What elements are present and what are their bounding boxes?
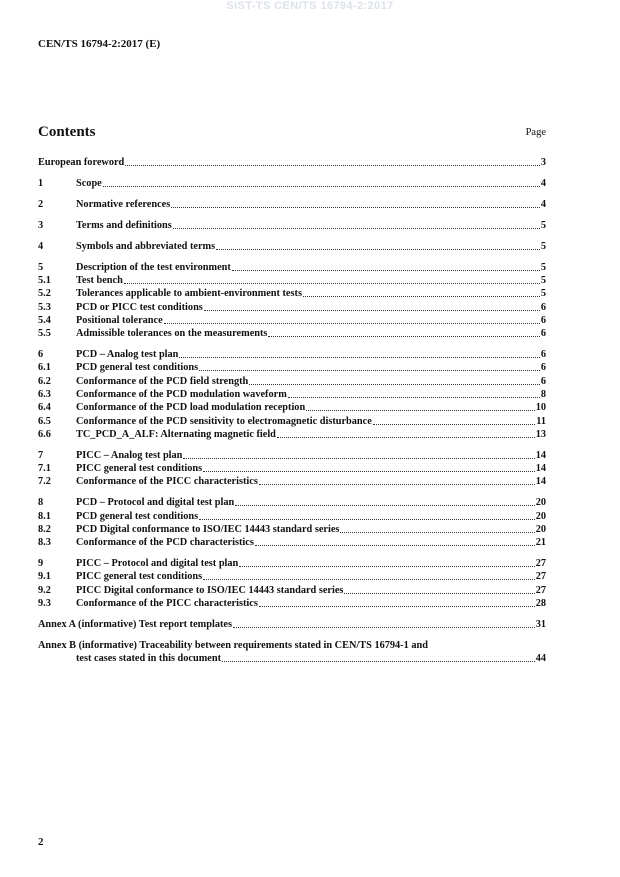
toc-entry-title: Terms and definitions — [76, 219, 172, 231]
toc-entry-title: Conformance of the PCD characteristics — [76, 537, 254, 549]
toc-entry-number: 6.5 — [38, 415, 51, 427]
toc-entry-title: PICC general test conditions — [76, 463, 203, 475]
toc-leader-dots — [249, 384, 540, 385]
toc-entry-title: PCD general test conditions — [76, 510, 199, 522]
toc-entry-title: PCD – Protocol and digital test plan — [76, 497, 235, 509]
toc-entry-number: 9.2 — [38, 584, 51, 596]
toc-group — [38, 260, 546, 340]
toc-entry-number: 7.2 — [38, 476, 51, 488]
toc-entry-page: 6 — [540, 314, 546, 326]
toc-entry-page: 5 — [540, 275, 546, 287]
toc-entry-number: 5.3 — [38, 301, 51, 313]
toc-entry-title: Admissible tolerances on the measurements — [76, 328, 268, 340]
toc-leader-dots — [204, 310, 540, 311]
toc-entry-number: 4 — [38, 240, 44, 252]
toc-entry-number: 6.2 — [38, 375, 51, 387]
toc-group — [38, 449, 546, 489]
toc-leader-dots — [183, 458, 534, 459]
toc-entry-title: PCD – Analog test plan — [76, 349, 179, 361]
toc-entry-number: 5.4 — [38, 314, 51, 326]
toc-entry-title: European foreword — [38, 157, 125, 169]
toc-entry[interactable] — [38, 496, 546, 509]
toc-entry-title: TC_PCD_A_ALF: Alternating magnetic field — [76, 428, 276, 440]
toc-entry-title: PCD Digital conformance to ISO/IEC 14443 standard series — [76, 523, 340, 535]
toc-entry-page: 10 — [535, 402, 546, 414]
toc-entry-page: 27 — [535, 584, 546, 596]
toc-leader-dots — [179, 357, 539, 358]
toc-entry-title: Conformance of the PCD load modulation reception — [76, 402, 306, 414]
toc-leader-dots — [164, 323, 540, 324]
toc-entry-number: 5.2 — [38, 288, 51, 300]
toc-entry-number: 9.1 — [38, 571, 51, 583]
toc-entry-title: Tolerances applicable to ambient-environment tests — [76, 288, 302, 300]
toc-entry[interactable] — [38, 361, 546, 374]
toc-entry-page: 20 — [535, 523, 546, 535]
toc-leader-dots — [259, 606, 535, 607]
toc-entry-page: 20 — [535, 497, 546, 509]
table-of-contents — [38, 156, 546, 673]
toc-entry-number: 9 — [38, 558, 44, 570]
toc-entry-page: 28 — [535, 597, 546, 609]
toc-entry-page: 4 — [540, 199, 546, 211]
toc-entry[interactable] — [38, 374, 546, 387]
toc-annex-b-title-line1: Annex B (informative) Traceability between requirements stated in CEN/TS 16794-1 and — [38, 639, 428, 651]
toc-entry-page: 6 — [540, 375, 546, 387]
toc-entry-number: 8.3 — [38, 537, 51, 549]
toc-entry-title: Conformance of the PCD sensitivity to electromagnetic disturbance — [76, 415, 372, 427]
toc-entry-page: 5 — [540, 261, 546, 273]
toc-entry-page: 6 — [540, 349, 546, 361]
toc-group — [38, 198, 546, 211]
toc-leader-dots — [199, 370, 540, 371]
toc-group — [38, 156, 546, 169]
toc-entry-page: 20 — [535, 510, 546, 522]
toc-entry[interactable] — [38, 583, 546, 596]
toc-entry-title: Conformance of the PCD field strength — [76, 375, 249, 387]
toc-entry-title: Conformance of the PICC characteristics — [76, 476, 258, 488]
toc-entry[interactable] — [38, 428, 546, 441]
toc-leader-dots — [203, 471, 535, 472]
toc-entry-title: PCD or PICC test conditions — [76, 301, 203, 313]
toc-entry-page: 27 — [535, 558, 546, 570]
toc-group — [38, 177, 546, 190]
toc-leader-dots — [103, 186, 540, 187]
toc-entry-page: 3 — [540, 157, 546, 169]
toc-entry[interactable] — [38, 177, 546, 190]
toc-leader-dots — [340, 532, 534, 533]
toc-entry-page: 11 — [536, 415, 546, 427]
toc-leader-dots — [173, 228, 540, 229]
toc-entry-title: PICC general test conditions — [76, 571, 203, 583]
toc-leader-dots — [232, 270, 540, 271]
toc-entry[interactable] — [38, 314, 546, 327]
toc-entry-title: PICC – Analog test plan — [76, 449, 183, 461]
toc-entry-number: 8.2 — [38, 523, 51, 535]
toc-entry-number: 2 — [38, 199, 44, 211]
page-column-label: Page — [525, 127, 546, 138]
toc-entry-page: 6 — [540, 362, 546, 374]
toc-entry-page: 6 — [540, 328, 546, 340]
toc-entry[interactable] — [38, 570, 546, 583]
toc-group — [38, 557, 546, 610]
toc-leader-dots — [344, 593, 534, 594]
toc-leader-dots — [277, 437, 535, 438]
toc-leader-dots — [203, 579, 535, 580]
toc-entry-page: 27 — [535, 571, 546, 583]
toc-entry-number: 5.5 — [38, 328, 51, 340]
toc-annex-a-page: 31 — [535, 618, 546, 630]
toc-leader-dots — [303, 296, 540, 297]
toc-entry[interactable] — [38, 198, 546, 211]
toc-entry-page: 14 — [535, 449, 546, 461]
toc-entry[interactable] — [38, 414, 546, 427]
toc-entry-title: Description of the test environment — [76, 261, 231, 273]
toc-entry-number: 8.1 — [38, 510, 51, 522]
toc-group — [38, 219, 546, 232]
toc-leader-dots — [255, 545, 535, 546]
toc-entry-page: 6 — [540, 301, 546, 313]
watermark: SIST-TS CEN/TS 16794-2:2017 — [226, 0, 394, 12]
toc-annex-b-title-line2: test cases stated in this document — [76, 653, 222, 665]
toc-entry-title: PCD general test conditions — [76, 362, 199, 374]
toc-leader-dots — [199, 519, 535, 520]
toc-entry[interactable] — [38, 287, 546, 300]
toc-entry-number: 5 — [38, 261, 44, 273]
toc-entry-page: 14 — [535, 476, 546, 488]
page-number: 2 — [38, 836, 44, 848]
toc-entry-number: 9.3 — [38, 597, 51, 609]
toc-annex-a[interactable] — [38, 618, 546, 631]
toc-entry-title: Conformance of the PICC characteristics — [76, 597, 258, 609]
toc-entry-number: 6.4 — [38, 402, 51, 414]
toc-entry[interactable] — [38, 475, 546, 488]
toc-entry-title: Scope — [76, 178, 102, 190]
toc-group — [38, 240, 546, 253]
toc-entry-number: 6.1 — [38, 362, 51, 374]
toc-entry[interactable] — [38, 300, 546, 313]
toc-leader-dots — [235, 505, 534, 506]
contents-title: Contents — [38, 124, 96, 140]
toc-leader-dots — [125, 165, 540, 166]
toc-entry-number: 7.1 — [38, 463, 51, 475]
toc-annex-b-page: 44 — [535, 653, 546, 665]
toc-entry-page: 5 — [540, 240, 546, 252]
toc-annex-b[interactable] — [38, 638, 546, 665]
toc-entry[interactable] — [38, 509, 546, 522]
toc-entry[interactable] — [38, 388, 546, 401]
toc-group — [38, 496, 546, 549]
toc-groups — [38, 156, 546, 610]
toc-leader-dots — [233, 627, 535, 628]
toc-entry[interactable] — [38, 462, 546, 475]
toc-entry[interactable] — [38, 240, 546, 253]
toc-entry[interactable] — [38, 274, 546, 287]
toc-entry-number: 3 — [38, 219, 44, 231]
toc-entry[interactable] — [38, 597, 546, 610]
toc-entry-number: 7 — [38, 449, 44, 461]
toc-entry[interactable] — [38, 523, 546, 536]
toc-entry[interactable] — [38, 536, 546, 549]
toc-entry-number: 6.3 — [38, 389, 51, 401]
toc-leader-dots — [268, 336, 539, 337]
toc-entry[interactable] — [38, 260, 546, 273]
toc-entry-number: 8 — [38, 497, 44, 509]
toc-entry-page: 21 — [535, 537, 546, 549]
toc-leader-dots — [259, 484, 535, 485]
toc-entry-page: 8 — [540, 389, 546, 401]
toc-entry-title: Conformance of the PCD modulation waveform — [76, 389, 287, 401]
toc-leader-dots — [373, 424, 535, 425]
toc-leader-dots — [306, 410, 535, 411]
toc-entry-page: 5 — [540, 288, 546, 300]
toc-entry-title: Symbols and abbreviated terms — [76, 240, 216, 252]
document-id: CEN/TS 16794-2:2017 (E) — [38, 38, 161, 50]
toc-group — [38, 348, 546, 441]
toc-entry[interactable] — [38, 219, 546, 232]
toc-entry-page: 13 — [535, 428, 546, 440]
toc-entry-page: 4 — [540, 178, 546, 190]
toc-leader-dots — [239, 566, 534, 567]
toc-leader-dots — [124, 283, 540, 284]
toc-leader-dots — [222, 661, 535, 662]
toc-leader-dots — [216, 249, 540, 250]
toc-entry[interactable] — [38, 348, 546, 361]
toc-entry-title: Test bench — [76, 275, 123, 287]
toc-entry-title: Positional tolerance — [76, 314, 163, 326]
toc-entry-number: 6.6 — [38, 428, 51, 440]
toc-entry-page: 14 — [535, 463, 546, 475]
toc-entry-number: 5.1 — [38, 275, 51, 287]
toc-entry-title: PICC Digital conformance to ISO/IEC 14443 standard series — [76, 584, 344, 596]
toc-entry-number: 1 — [38, 178, 44, 190]
toc-entry[interactable] — [38, 557, 546, 570]
toc-entry[interactable] — [38, 156, 546, 169]
toc-leader-dots — [288, 397, 540, 398]
toc-entry-title: Normative references — [76, 199, 171, 211]
toc-annex-a-title: Annex A (informative) Test report templates — [38, 618, 232, 630]
toc-entry[interactable] — [38, 327, 546, 340]
toc-entry-number: 6 — [38, 349, 44, 361]
toc-entry-page: 5 — [540, 219, 546, 231]
toc-leader-dots — [171, 207, 540, 208]
toc-entry[interactable] — [38, 401, 546, 414]
toc-entry-title: PICC – Protocol and digital test plan — [76, 558, 239, 570]
toc-entry[interactable] — [38, 449, 546, 462]
